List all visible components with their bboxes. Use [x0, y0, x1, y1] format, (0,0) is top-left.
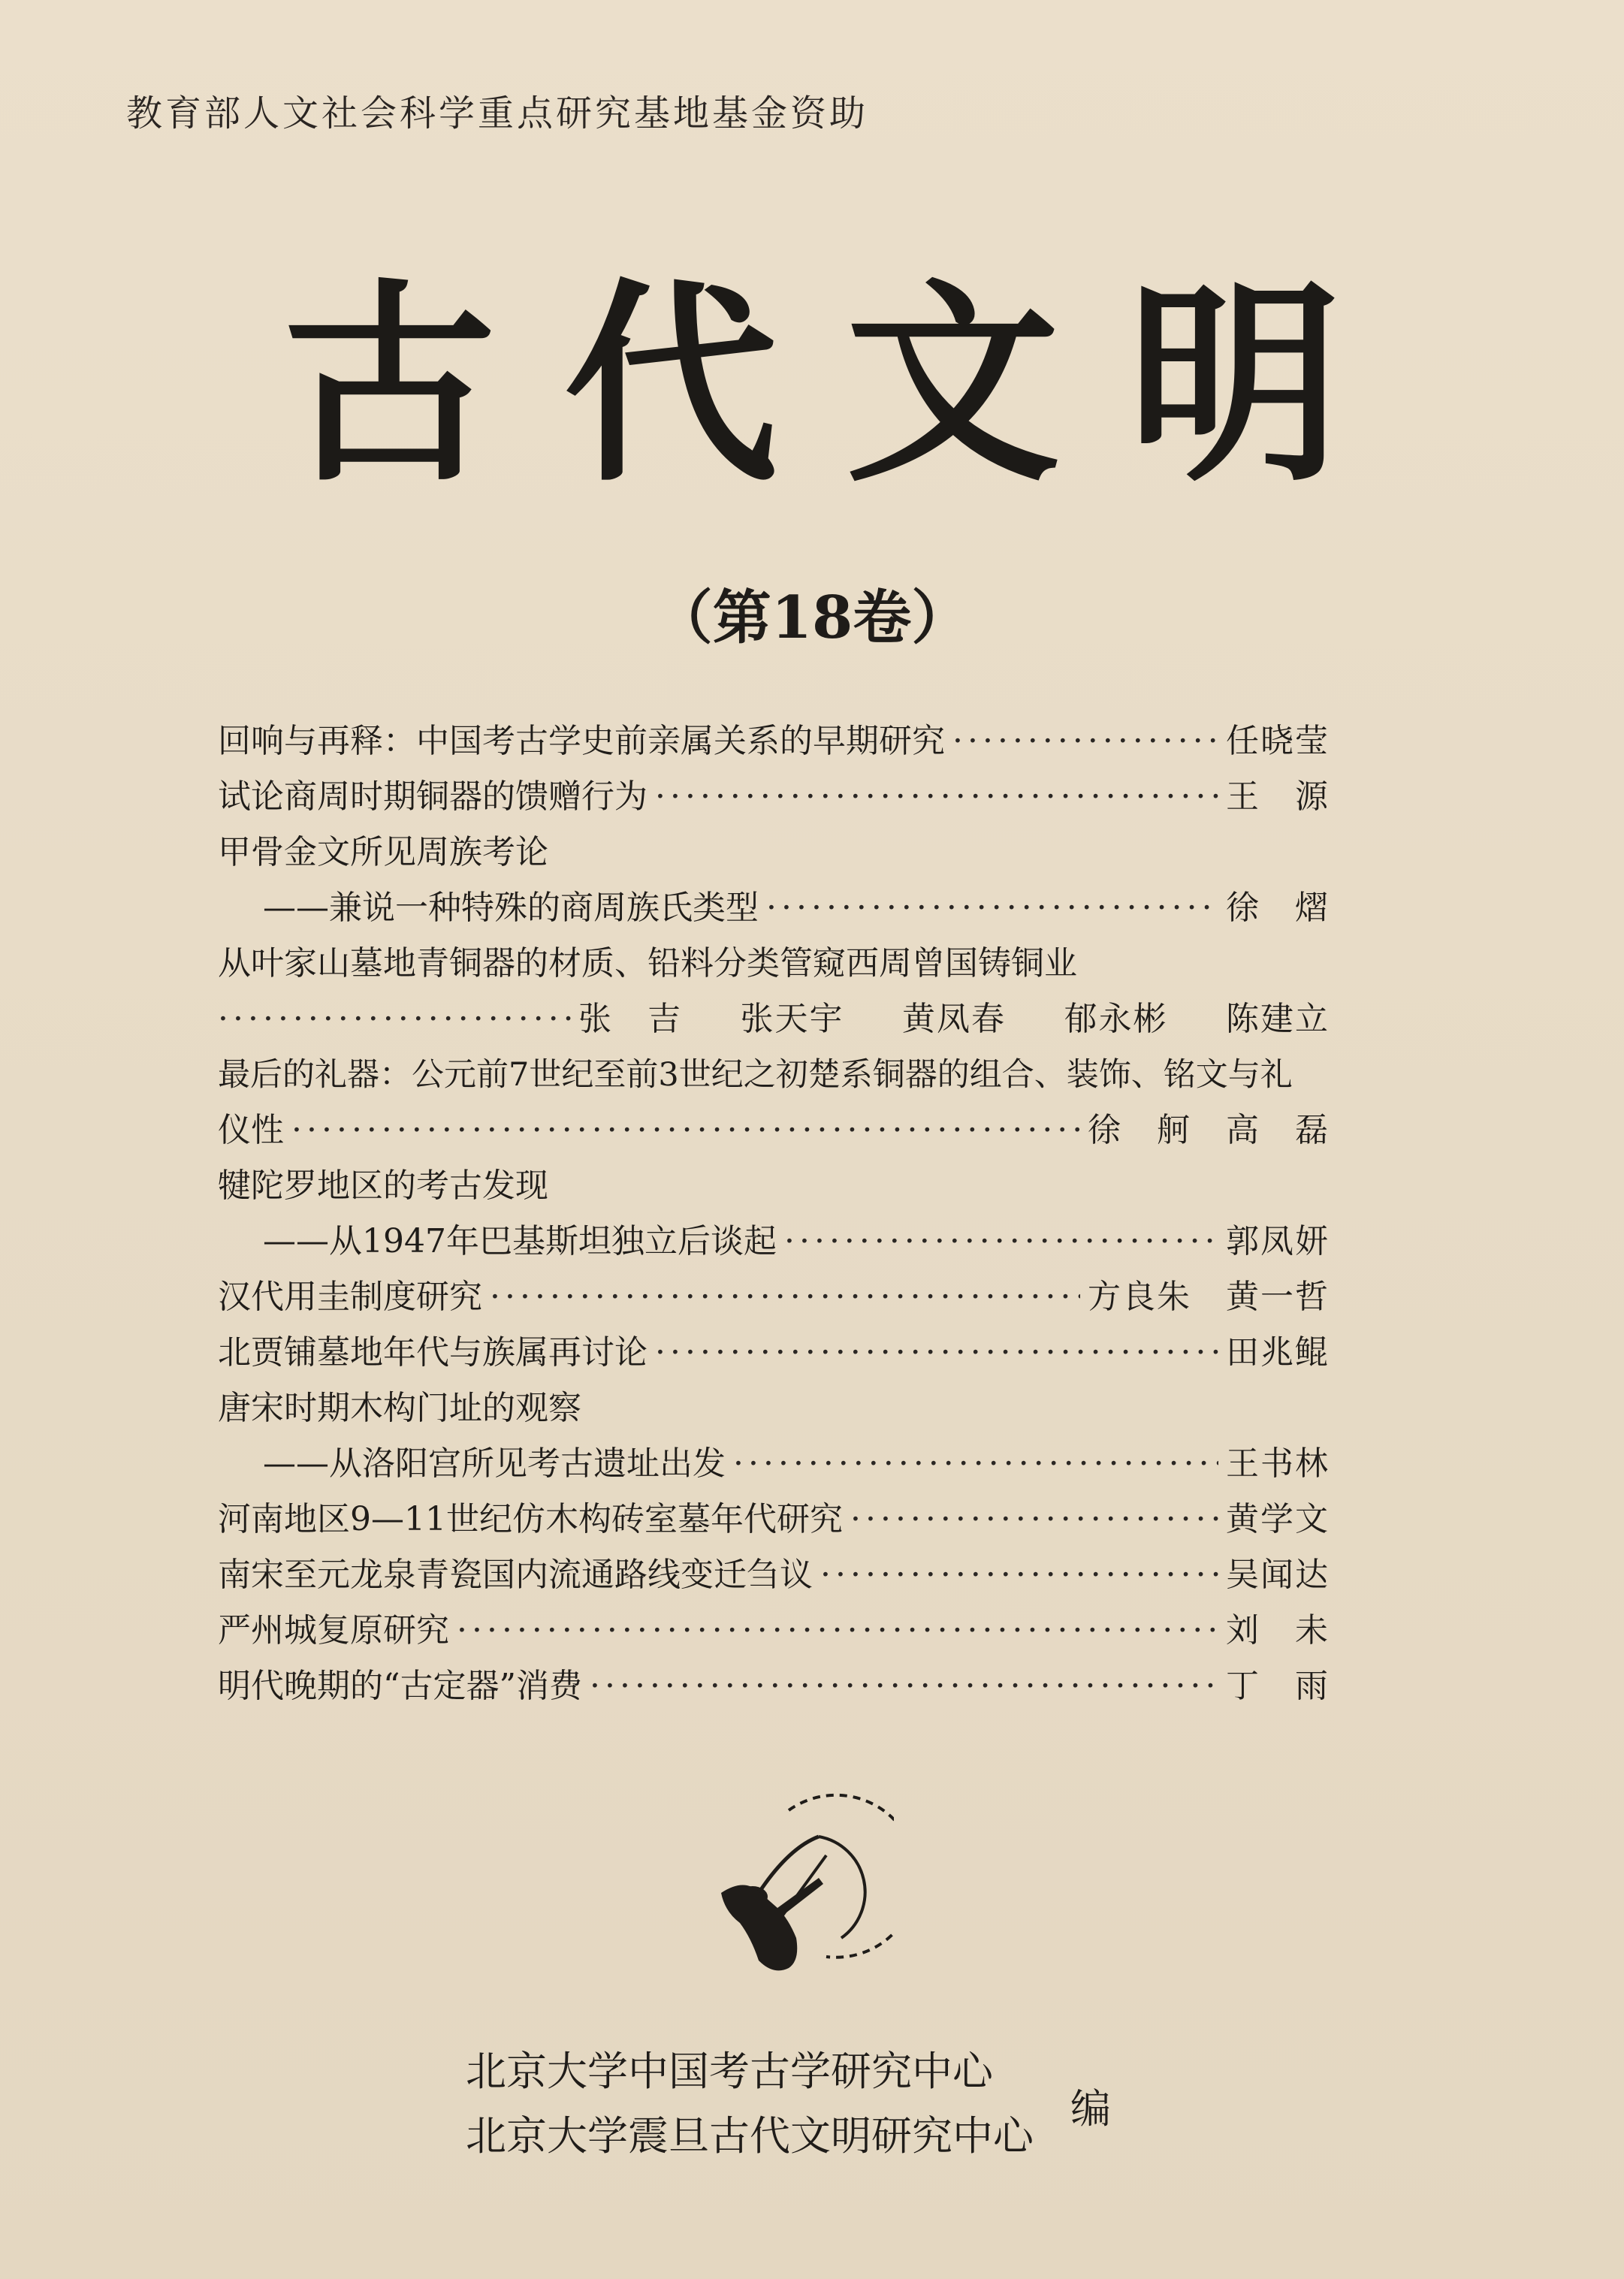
leader-dots: [457, 1603, 1218, 1659]
toc-author: 田兆鲲: [1226, 1333, 1330, 1372]
toc-title: 明代晚期的“古定器”消费: [218, 1667, 582, 1705]
leader-dots: [784, 1214, 1218, 1269]
toc-entry: [218, 1103, 1330, 1158]
toc-entry: [218, 1436, 1330, 1492]
editor-institution: 北京大学震旦古代文明研究中心: [466, 2112, 1034, 2160]
leader-dots: [291, 1103, 1080, 1158]
toc-author: 张天宇: [740, 1000, 844, 1038]
toc-entry: [218, 1158, 1330, 1214]
toc-author: 王 源: [1226, 777, 1330, 816]
toc-entry: [218, 1659, 1330, 1714]
toc-entry: [218, 992, 1330, 1047]
leader-dots: [218, 992, 571, 1047]
toc-title: 北贾铺墓地年代与族属再讨论: [218, 1333, 647, 1372]
toc-entry: [218, 1381, 1330, 1436]
toc-entry: [218, 1492, 1330, 1547]
leader-dots: [590, 1659, 1218, 1714]
toc-entry: [218, 1325, 1330, 1381]
toc-author: 陈建立: [1226, 1000, 1330, 1038]
book-title: 古代文明: [282, 259, 1409, 511]
toc-author: 徐 熠: [1226, 889, 1330, 927]
toc-entry: [218, 936, 1330, 992]
toc-entry: [218, 1047, 1330, 1103]
leader-dots: [655, 769, 1218, 825]
toc-title: 南宋至元龙泉青瓷国内流通路线变迁刍议: [218, 1556, 813, 1594]
toc-title: 甲骨金文所见周族考论: [218, 833, 548, 871]
archer-emblem-icon: [706, 1765, 894, 1983]
toc-subtitle: ——从洛阳宫所见考古遗址出发: [263, 1444, 726, 1483]
toc-title: 唐宋时期木构门址的观察: [218, 1389, 581, 1427]
leader-dots: [766, 880, 1218, 936]
leader-dots: [655, 1325, 1218, 1381]
toc-author: 吴闻达: [1226, 1556, 1330, 1594]
leader-dots: [952, 714, 1218, 769]
toc-subtitle: ——从1947年巴基斯坦独立后谈起: [263, 1222, 777, 1260]
toc-author: 方良朱 黄一哲: [1088, 1278, 1330, 1316]
table-of-contents: [218, 714, 1330, 1714]
toc-entry: [218, 714, 1330, 769]
toc-title: 最后的礼器：公元前7世纪至前3世纪之初楚系铜器的组合、装饰、铭文与礼: [218, 1056, 1293, 1094]
funding-note: 教育部人文社会科学重点研究基地基金资助: [126, 92, 869, 134]
toc-author: 徐 舸 高 磊: [1088, 1111, 1330, 1149]
volume-number: （第18卷）: [654, 584, 970, 652]
toc-author: 黄学文: [1226, 1500, 1330, 1538]
toc-authors: [578, 992, 1330, 1047]
leader-dots: [850, 1492, 1218, 1547]
leader-dots: [733, 1436, 1218, 1492]
leader-dots: [820, 1547, 1218, 1603]
toc-author: 张 吉: [578, 1000, 682, 1038]
toc-title: 汉代用圭制度研究: [218, 1278, 482, 1316]
editor-suffix: 编: [1070, 2085, 1111, 2133]
toc-entry: [218, 1269, 1330, 1325]
toc-entry: [218, 1214, 1330, 1269]
toc-author: 郁永彬: [1064, 1000, 1168, 1038]
toc-author: 任晓莹: [1226, 722, 1330, 760]
toc-title: 从叶家山墓地青铜器的材质、铅料分类管窥西周曾国铸铜业: [218, 944, 1077, 983]
toc-title: 犍陀罗地区的考古发现: [218, 1167, 548, 1205]
editor-institution: 北京大学中国考古学研究中心: [466, 2048, 993, 2095]
toc-author: 黄凤春: [902, 1000, 1006, 1038]
toc-entry: [218, 769, 1330, 825]
toc-title: 仪性: [218, 1111, 284, 1149]
toc-author: 刘 未: [1226, 1611, 1330, 1650]
toc-author: 王书林: [1226, 1444, 1330, 1483]
toc-entry: [218, 825, 1330, 880]
toc-entry: [218, 1603, 1330, 1659]
toc-title: 回响与再释：中国考古学史前亲属关系的早期研究: [218, 722, 945, 760]
leader-dots: [490, 1269, 1080, 1325]
toc-author: 郭凤妍: [1226, 1222, 1330, 1260]
toc-entry: [218, 880, 1330, 936]
toc-entry: [218, 1547, 1330, 1603]
toc-title: 河南地区9—11世纪仿木构砖室墓年代研究: [218, 1500, 843, 1538]
toc-title: 严州城复原研究: [218, 1611, 449, 1650]
toc-subtitle: ——兼说一种特殊的商周族氏类型: [263, 889, 759, 927]
toc-title: 试论商周时期铜器的馈赠行为: [218, 777, 647, 816]
editor-institutions: [466, 2039, 1034, 2169]
toc-author: 丁 雨: [1226, 1667, 1330, 1705]
